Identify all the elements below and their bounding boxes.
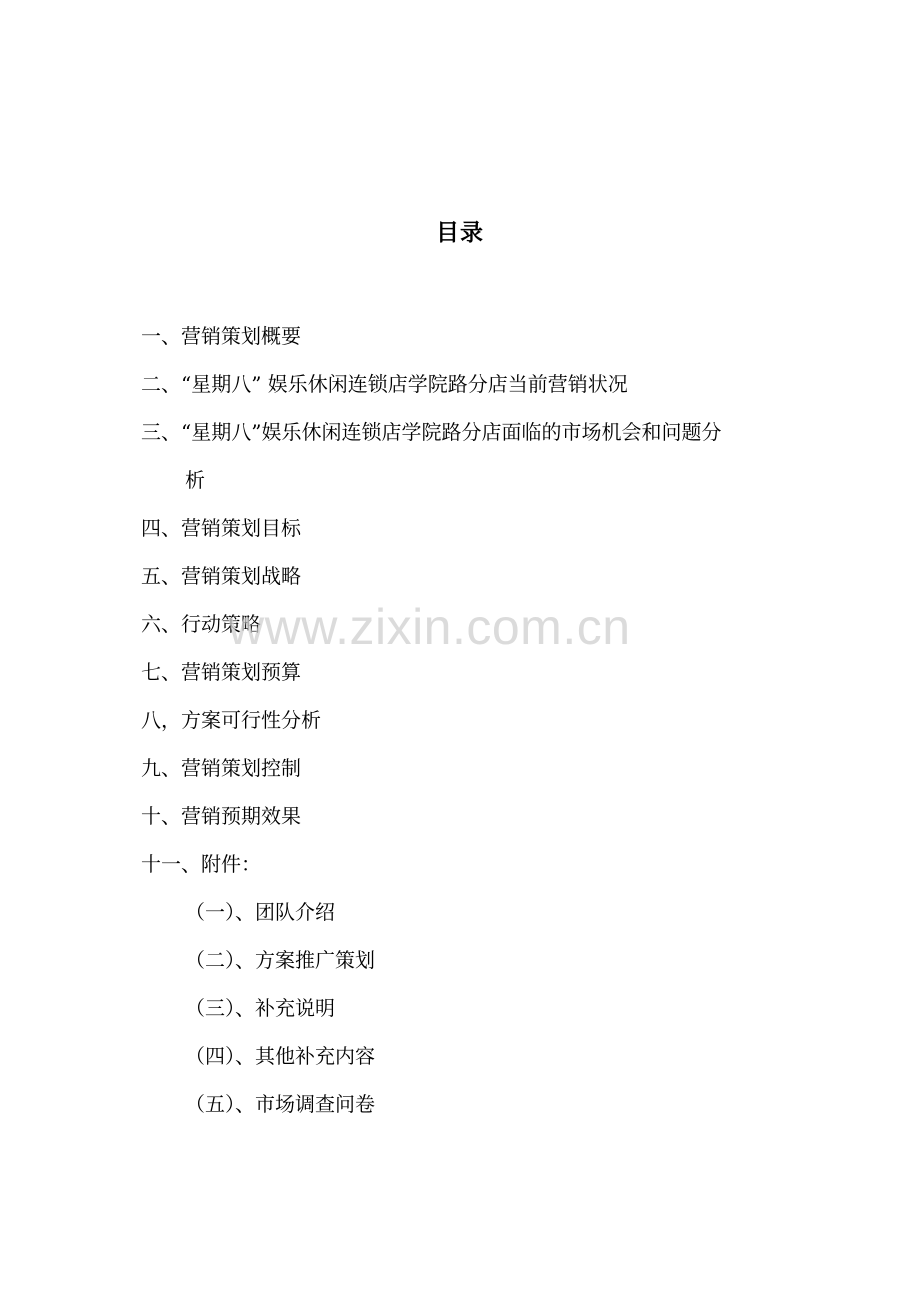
toc-entry-3: 三、“星期八”娱乐休闲连锁店学院路分店面临的市场机会和问题分 [141,420,722,444]
page-title: 目录 [436,220,484,246]
toc-subentry-2: （二）、方案推广策划 [185,948,375,972]
toc-entry-10: 十、营销预期效果 [141,804,301,828]
toc-subentry-4: （四）、其他补充内容 [185,1044,375,1068]
toc-entry-11: 十一、附件： [141,852,261,876]
toc-entry-8: 八，方案可行性分析 [141,708,321,732]
toc-entry-1: 一、营销策划概要 [141,324,301,348]
watermark: www.zixin.com.cn [228,599,631,655]
table-of-contents [141,312,801,1128]
toc-entry-4: 四、营销策划目标 [141,516,301,540]
toc-entry-9: 九、营销策划控制 [141,756,301,780]
toc-entry-7: 七、营销策划预算 [141,660,301,684]
toc-subentry-1: （一）、团队介绍 [185,900,335,924]
toc-entry-3-continued: 析 [185,468,205,492]
toc-subentry-3: （三）、补充说明 [185,996,335,1020]
toc-entry-2: 二、“星期八” 娱乐休闲连锁店学院路分店当前营销状况 [141,372,628,396]
toc-subentry-5: （五）、市场调查问卷 [185,1092,375,1116]
toc-entry-6: 六、行动策略 [141,612,261,636]
toc-entry-5: 五、营销策划战略 [141,564,301,588]
